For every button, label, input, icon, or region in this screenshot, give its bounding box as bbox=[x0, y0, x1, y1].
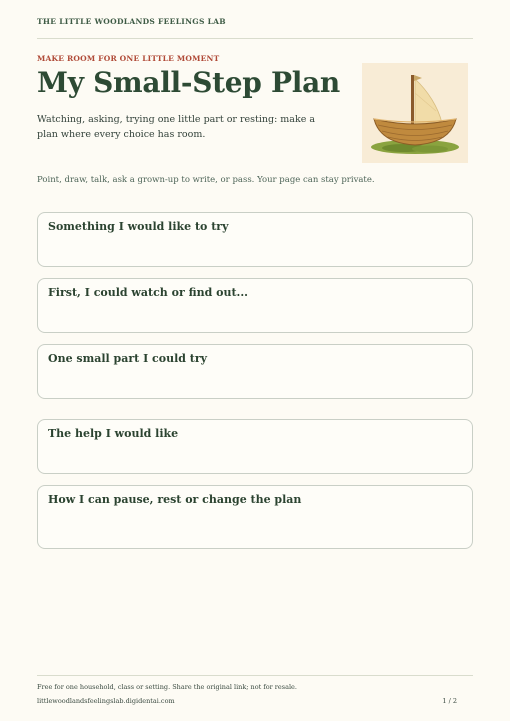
footer-url: littlewoodlandsfeelingslab.digidentai.com bbox=[37, 697, 175, 705]
write-box-small-part[interactable] bbox=[37, 344, 473, 399]
section-label: First, I could watch or find out... bbox=[48, 286, 249, 299]
privacy-note: Point, draw, talk, ask a grown-up to write, or pass. Your page can stay private. bbox=[37, 175, 375, 185]
page-number: 1 / 2 bbox=[442, 697, 457, 705]
section-label: How I can pause, rest or change the plan bbox=[48, 493, 302, 506]
eyebrow-text: MAKE ROOM FOR ONE LITTLE MOMENT bbox=[37, 54, 220, 63]
write-box-help[interactable] bbox=[37, 419, 473, 474]
header-divider bbox=[37, 38, 473, 39]
sailboat-icon bbox=[362, 63, 468, 163]
site-name: THE LITTLE WOODLANDS FEELINGS LAB bbox=[37, 17, 226, 26]
section-label: One small part I could try bbox=[48, 352, 208, 365]
write-box-try[interactable] bbox=[37, 212, 473, 267]
sailboat-illustration bbox=[362, 63, 468, 163]
write-box-pause[interactable] bbox=[37, 485, 473, 549]
section-label: The help I would like bbox=[48, 427, 179, 440]
write-box-watch[interactable] bbox=[37, 278, 473, 333]
intro-text: Watching, asking, trying one little part or resting: make a plan where every choice has room. bbox=[37, 114, 316, 140]
footer-divider bbox=[37, 675, 473, 676]
license-note: Free for one household, class or setting. Share the original link; not for resale. bbox=[37, 683, 297, 691]
section-label: Something I would like to try bbox=[48, 220, 229, 233]
page-title: My Small-Step Plan bbox=[37, 66, 340, 99]
